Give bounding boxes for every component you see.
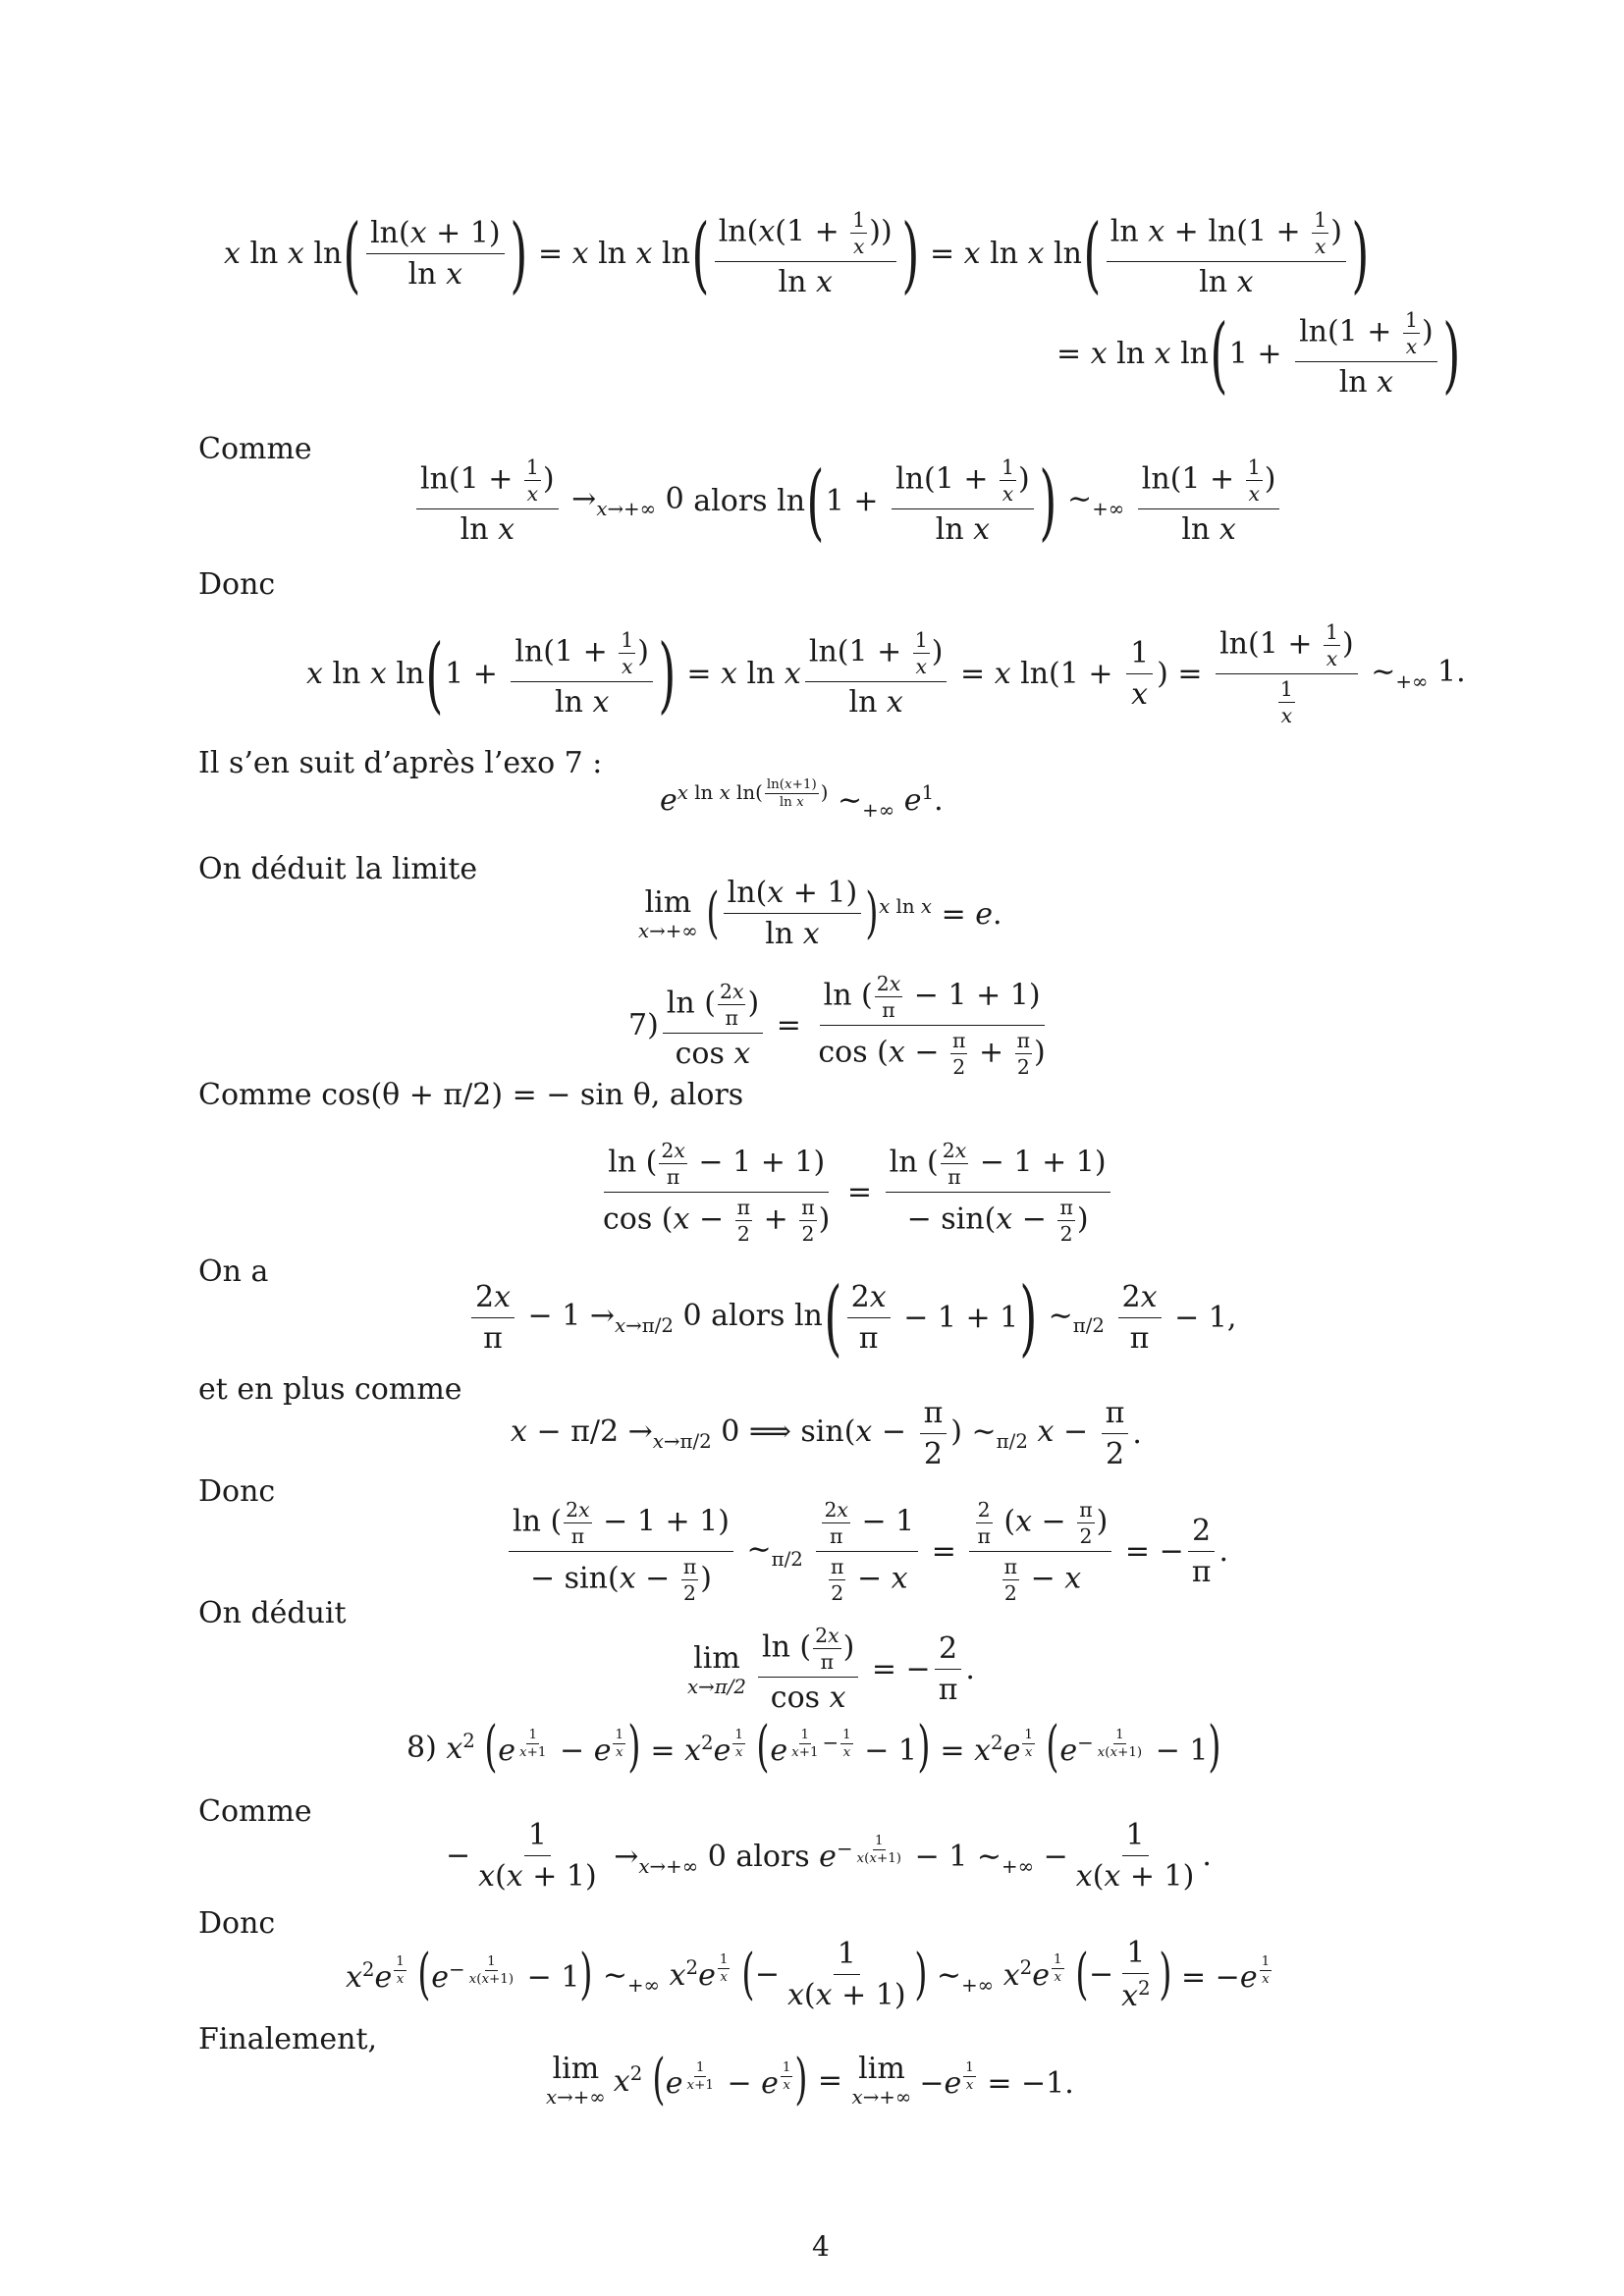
text-comme-1: Comme <box>198 432 312 466</box>
text-comme-cos: Comme cos(θ + π/2) = − sin θ, alors <box>198 1078 744 1112</box>
item-7-label: 7) <box>628 1008 659 1042</box>
equation-15: lim x→+∞ $x^2$ ( e $^{\frac{1}{x+1}}$ − e $^{\frac{1}{x}}$ ) = lim x→+∞ −e $^{\frac{1}{x}}$ = −1. <box>546 2048 1074 2111</box>
text-donc-1: Donc <box>198 567 276 602</box>
text-donc-3: Donc <box>198 1906 276 1941</box>
text-donc-2: Donc <box>198 1474 276 1509</box>
equation-7: ln ( $\frac{2x}{\pi}$ − 1 + 1) cos (x − $\frac{\pi}{2}$ + $\frac{\pi}{2}$ ) = ln ( $\frac{2x}{\pi}$ − 1 + 1) − sin(x − $\frac{\pi}{2}$ ) <box>595 1139 1114 1246</box>
text-il-sen-suit: Il s’en suit d’après l’exo 7 : <box>198 746 603 780</box>
item-8-label: 8) <box>406 1730 437 1765</box>
equation-11: lim x→π/2 ln ( $\frac{2x}{\pi}$ ) cos x = − $\frac{2}{\pi}$ . <box>687 1624 975 1715</box>
equation-10: ln ( $\frac{2x}{\pi}$ − 1 + 1) − sin(x − $\frac{\pi}{2}$ ) $\sim_{\pi/2}$ $\frac{2x}{\pi}$ − 1 $\frac{\pi}{2}$ − x = $\frac{2}{\pi}$ (x − $\frac{\pi}{2}$ ) $\frac{\pi}{2}$ − x = − $\frac{2}{\pi}$ . <box>505 1498 1228 1605</box>
equation-6: 7) ln ( $\frac{2x}{\pi}$ ) cos x = ln ( $\frac{2x}{\pi}$ − 1 + 1) cos (x − $\frac{\pi}{2}$ + $\frac{\pi}{2}$ ) <box>628 972 1046 1079</box>
text-et-en-plus: et en plus comme <box>198 1372 462 1407</box>
text-on-deduit: On déduit <box>198 1596 347 1630</box>
page-number: 4 <box>812 2230 830 2263</box>
equation-9: $x - \pi/2 \to_{x\to\pi/2}$ 0 ⟹ sin(x − $\frac{\pi}{2}$ ) $\sim_{\pi/2}$ x − $\frac{\pi}{2}$ . <box>511 1396 1142 1471</box>
equation-13: − $\frac{1}{x(x + 1)}$ $\to_{x\to+\infty}$ 0 alors $e^{- \frac{1}{x(x+1)}}$ − 1 $\sim_{+\infty}$ − $\frac{1}{x(x + 1)}$ . <box>446 1818 1212 1894</box>
equation-1-line-2: = x ln x ln ( 1 + ln(1 + $\frac{1}{x}$ ) ln x ) <box>1056 305 1461 402</box>
text-on-a: On a <box>198 1255 269 1289</box>
equation-2: ln(1 + $\frac{1}{x}$ ) ln x $\to_{x\to+\infty}$ 0 alors ln ( 1 + ln(1 + $\frac{1}{x}$ ) ln x ) $\sim_{+\infty}$ ln(1 + $\frac{1}{x}$ ) ln x <box>412 455 1283 547</box>
equation-14: $x^2e$ $^{\frac{1}{x}}$ ( $e^{- \frac{1}{x(x+1)}}$ − 1 ) $\sim_{+\infty}$ $x^2e$ $^{\frac{1}{x}}$ ( − $\frac{1}{x(x + 1)}$ ) $\sim_{+\infty}$ $x^2e$ $^{\frac{1}{x}}$ ( − $\frac{1}{x^2}$ ) = −e $^{\frac{1}{x}}$ <box>346 1936 1271 2013</box>
alors-label: alors <box>683 484 778 518</box>
equation-5: lim x→+∞ ( $\frac{\ln(x + 1)}{\text{ln x}}$ ) $^{x ln x}$ = e. <box>638 876 1002 951</box>
equation-1-line-1: x ln x ln ( $\frac{\ln(x + 1)}{\text{ln x}}$ ) = x ln x ln ( ln(x(1 + $\frac{1}{x}$ )) ln x ) = x ln x ln ( ln x + ln(1 + $\frac{1}{x}$ ) ln x ) <box>224 205 1370 302</box>
text-comme-3: Comme <box>198 1794 312 1829</box>
equation-4: $e^{x ln x ln( \frac{\ln(x+1)}{\text{ln x}} )}$ $\sim_{+\infty}$ $e^1$. <box>660 777 944 822</box>
equation-3: x ln x ln ( 1 + ln(1 + $\frac{1}{x}$ ) ln x ) = x ln x ln(1 + $\frac{1}{x}$ ) ln x = x ln(1 + $\frac{1}{x}$ ) = ln(1 + $\frac{1}{x}$ ) $\frac{1}{x}$ $\sim_{+\infty}$ 1. <box>306 620 1466 727</box>
equation-8: $\frac{2x}{\pi}$ − $1 \to_{x\to\pi/2}$ 0 alors ln ( $\frac{2x}{\pi}$ − 1 + 1 ) $\sim_{\pi/2}$ $\frac{2x}{\pi}$ − 1, <box>467 1276 1236 1359</box>
text-finalement: Finalement, <box>198 2022 378 2056</box>
text-on-deduit-limite: On déduit la limite <box>198 852 478 886</box>
equation-12: 8) $x^2$ ( e $^{\frac{1}{x+1}}$ − e $^{\frac{1}{x}}$ ) = $x^2e$ $^{\frac{1}{x}}$ ( e $^{\frac{1}{x+1} - \frac{1}{x}}$ − 1 ) = $x^2e$ $^{\frac{1}{x}}$ ( $e^{- \frac{1}{x(x+1)}}$ − 1 ) <box>406 1715 1221 1779</box>
